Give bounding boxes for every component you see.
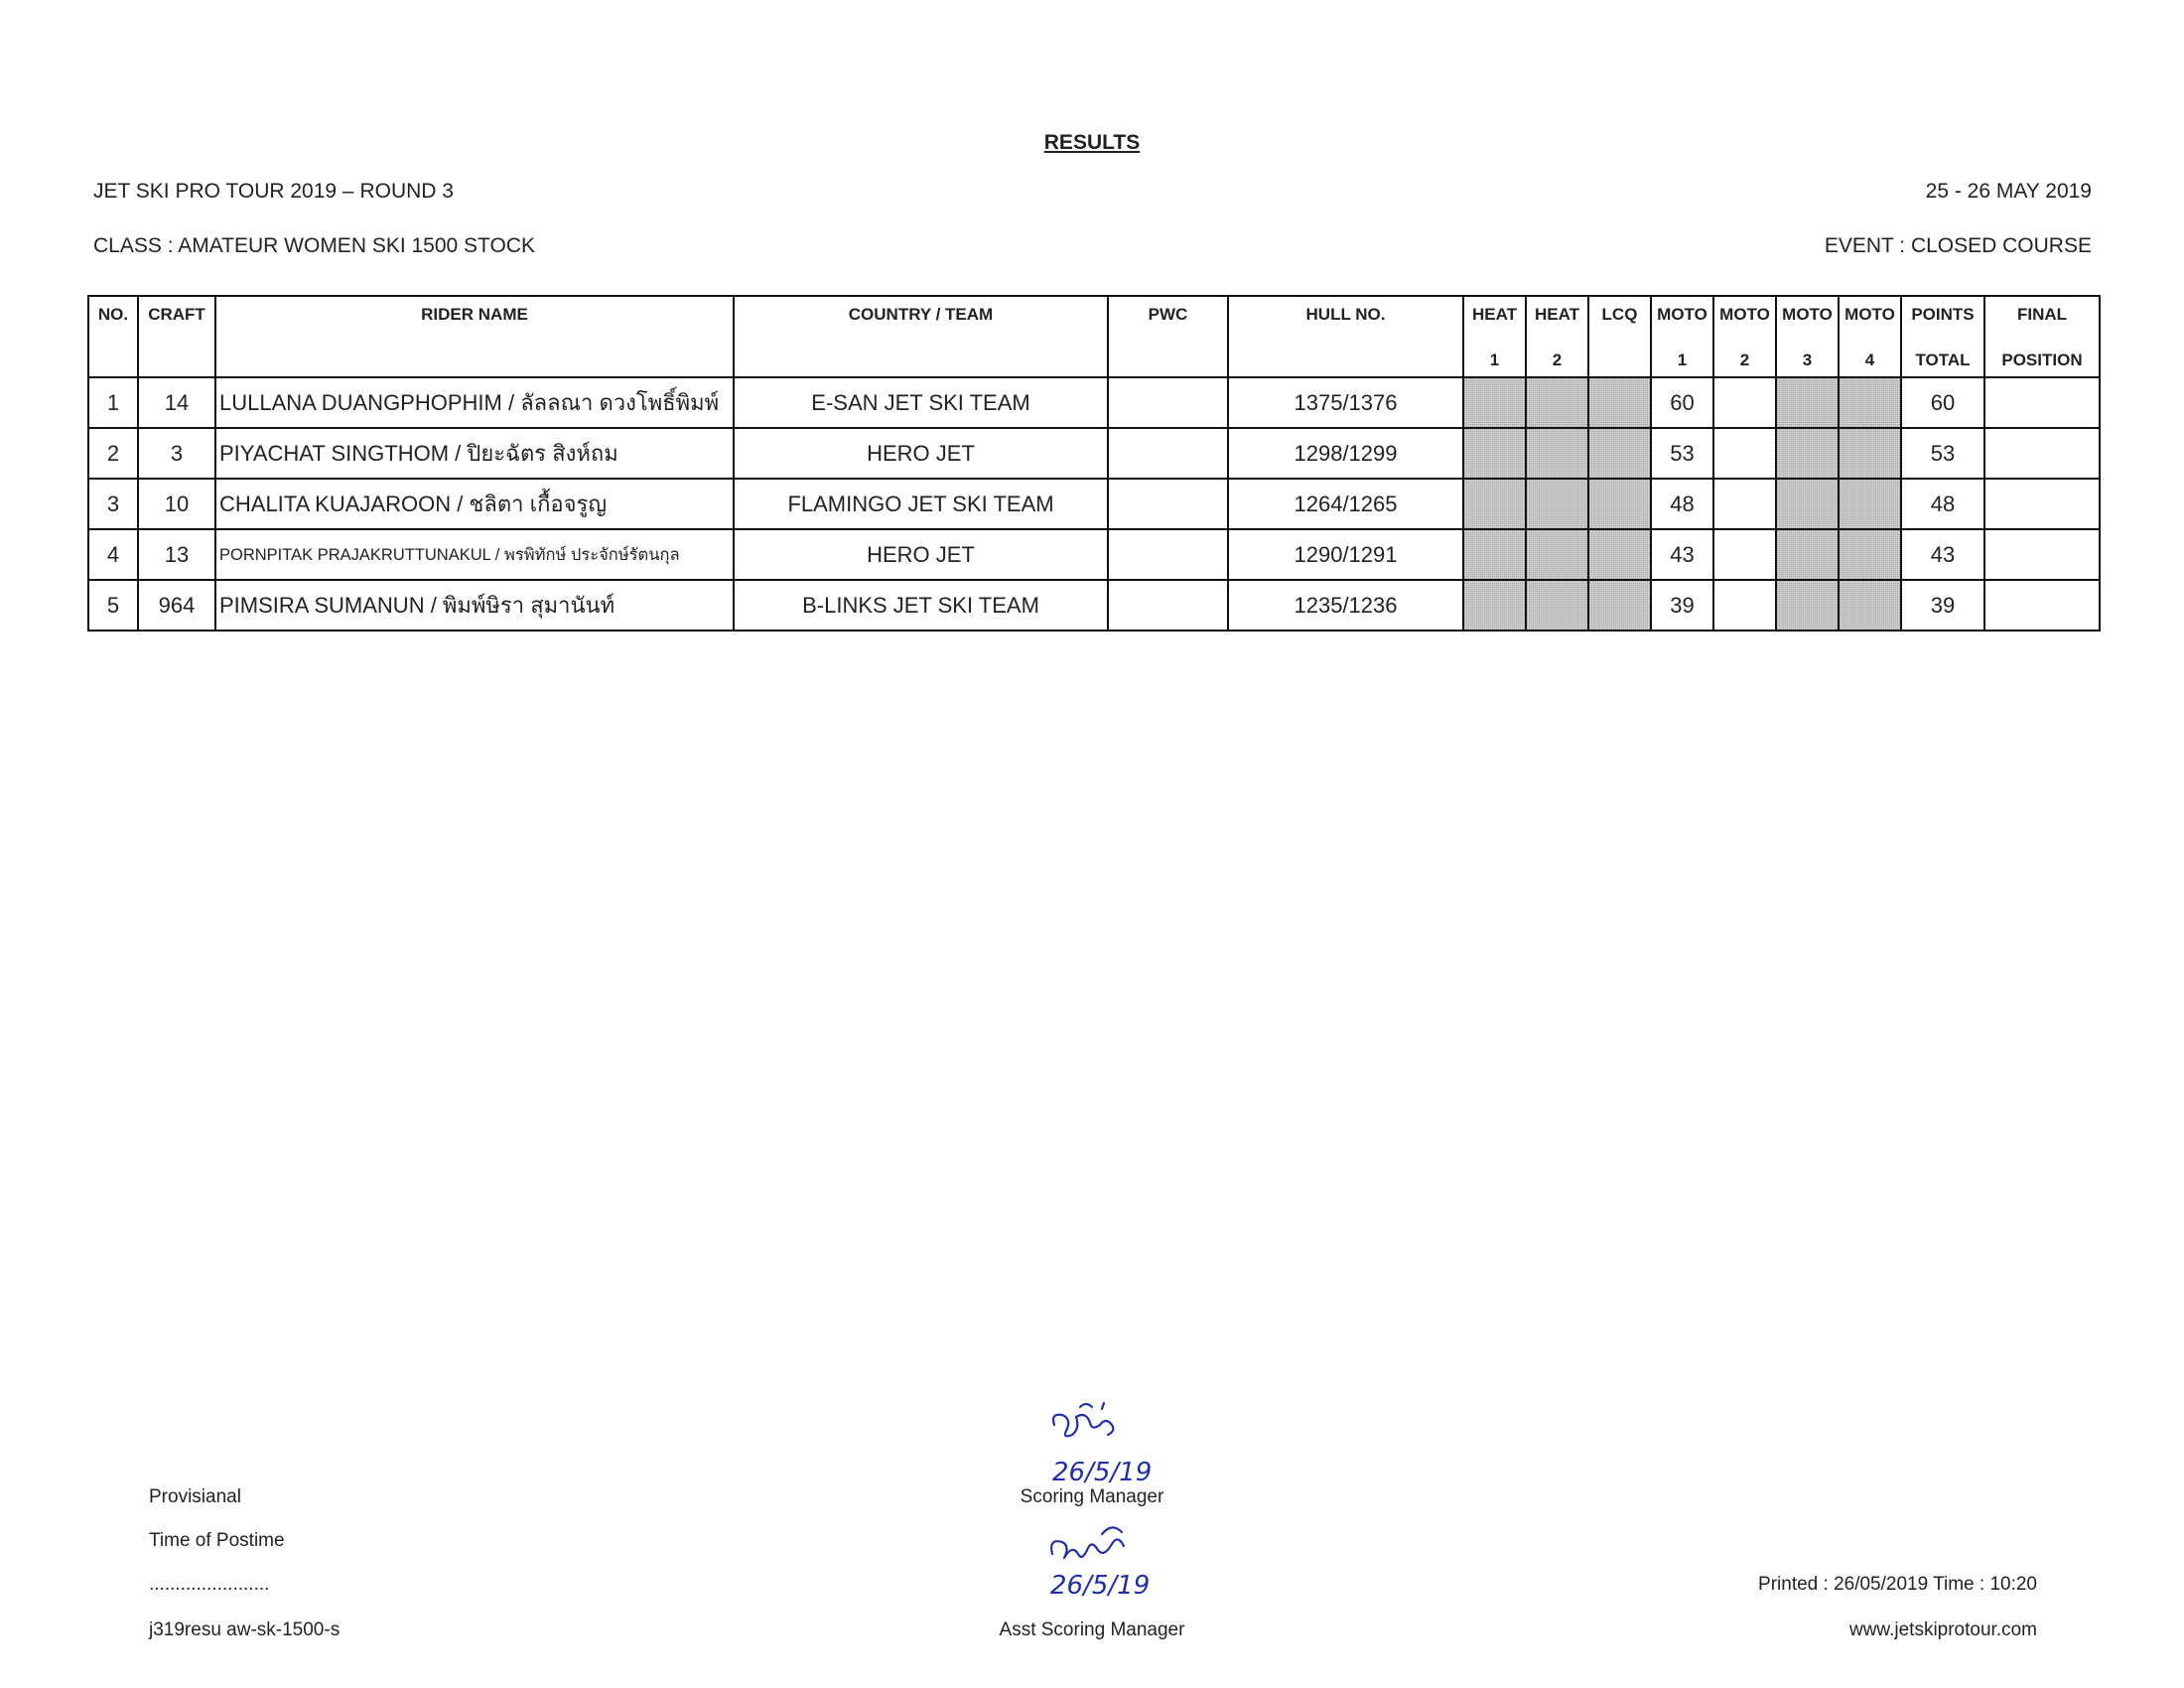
cell-lcq-shaded — [1588, 377, 1651, 428]
event-dates: 25 - 26 MAY 2019 — [1925, 180, 2092, 203]
cell-final-position — [1984, 428, 2100, 479]
table-row — [88, 377, 2100, 428]
cell-no: 4 — [88, 529, 138, 580]
cell-hull-no: 1375/1376 — [1228, 377, 1463, 428]
table-row — [88, 479, 2100, 529]
cell-craft: 13 — [138, 529, 215, 580]
cell-heat-2-shaded — [1526, 428, 1588, 479]
cell-moto-1: 39 — [1651, 580, 1713, 631]
cell-moto-3-shaded — [1776, 529, 1839, 580]
event-name: JET SKI PRO TOUR 2019 – ROUND 3 — [93, 180, 454, 203]
header-final-position: FINAL POSITION — [1984, 296, 2100, 377]
cell-rider-name: PORNPITAK PRAJAKRUTTUNAKUL / พรพิทักษ์ ประจักษ์รัตนกุล — [215, 529, 734, 580]
header-country-team: COUNTRY / TEAM — [734, 296, 1108, 377]
cell-country-team: HERO JET — [734, 529, 1108, 580]
cell-moto-2 — [1713, 377, 1776, 428]
cell-no: 5 — [88, 580, 138, 631]
cell-moto-3-shaded — [1776, 479, 1839, 529]
cell-lcq-shaded — [1588, 529, 1651, 580]
cell-country-team: HERO JET — [734, 428, 1108, 479]
cell-moto-3-shaded — [1776, 428, 1839, 479]
cell-heat-1-shaded — [1463, 377, 1526, 428]
cell-heat-1-shaded — [1463, 529, 1526, 580]
cell-rider-name: PIMSIRA SUMANUN / พิมพ์ษิรา สุมานันท์ — [215, 580, 734, 631]
cell-moto-1: 48 — [1651, 479, 1713, 529]
asst-scoring-manager-signature — [1042, 1514, 1161, 1614]
cell-moto-2 — [1713, 479, 1776, 529]
cell-moto-3-shaded — [1776, 377, 1839, 428]
cell-pwc — [1108, 580, 1228, 631]
cell-moto-4-shaded — [1839, 529, 1901, 580]
cell-pwc — [1108, 428, 1228, 479]
header-points-total: POINTS TOTAL — [1901, 296, 1984, 377]
results-table — [87, 295, 2101, 632]
cell-final-position — [1984, 479, 2100, 529]
header-no: NO. — [88, 296, 138, 377]
header-lcq: LCQ — [1588, 296, 1651, 377]
cell-final-position — [1984, 377, 2100, 428]
cell-moto-1: 43 — [1651, 529, 1713, 580]
cell-no: 1 — [88, 377, 138, 428]
cell-no: 2 — [88, 428, 138, 479]
header-heat-2: HEAT 2 — [1526, 296, 1588, 377]
document-title: RESULTS — [1043, 131, 1141, 154]
postime-blank: ....................... — [149, 1574, 270, 1595]
scoring-manager-label: Scoring Manager — [1020, 1486, 1164, 1507]
cell-points-total: 60 — [1901, 377, 1984, 428]
race-class: CLASS : AMATEUR WOMEN SKI 1500 STOCK — [93, 234, 536, 257]
event-type: EVENT : CLOSED COURSE — [1824, 234, 2092, 257]
header-moto-1: MOTO 1 — [1651, 296, 1713, 377]
header-moto-4: MOTO 4 — [1839, 296, 1901, 377]
header-heat-1: HEAT 1 — [1463, 296, 1526, 377]
cell-moto-4-shaded — [1839, 428, 1901, 479]
cell-pwc — [1108, 479, 1228, 529]
cell-country-team: E-SAN JET SKI TEAM — [734, 377, 1108, 428]
cell-heat-1-shaded — [1463, 479, 1526, 529]
cell-moto-4-shaded — [1839, 377, 1901, 428]
cell-lcq-shaded — [1588, 428, 1651, 479]
cell-points-total: 39 — [1901, 580, 1984, 631]
table-row — [88, 580, 2100, 631]
header-rider-name: RIDER NAME — [215, 296, 734, 377]
cell-country-team: B-LINKS JET SKI TEAM — [734, 580, 1108, 631]
cell-final-position — [1984, 580, 2100, 631]
svg-text:26/5/19: 26/5/19 — [1052, 1458, 1153, 1487]
cell-points-total: 43 — [1901, 529, 1984, 580]
cell-moto-2 — [1713, 529, 1776, 580]
cell-heat-2-shaded — [1526, 377, 1588, 428]
cell-heat-2-shaded — [1526, 479, 1588, 529]
header-pwc: PWC — [1108, 296, 1228, 377]
cell-points-total: 53 — [1901, 428, 1984, 479]
header-moto-3: MOTO 3 — [1776, 296, 1839, 377]
cell-final-position — [1984, 529, 2100, 580]
cell-rider-name: LULLANA DUANGPHOPHIM / ลัลลณา ดวงโพธิ์พิมพ์ — [215, 377, 734, 428]
cell-moto-3-shaded — [1776, 580, 1839, 631]
table-header-row — [88, 296, 2100, 377]
cell-moto-1: 53 — [1651, 428, 1713, 479]
provisional-label: Provisianal — [149, 1486, 241, 1507]
time-of-postime-label: Time of Postime — [149, 1530, 285, 1551]
scoring-manager-signature — [1042, 1395, 1161, 1494]
cell-craft: 3 — [138, 428, 215, 479]
cell-hull-no: 1264/1265 — [1228, 479, 1463, 529]
cell-pwc — [1108, 377, 1228, 428]
cell-no: 3 — [88, 479, 138, 529]
cell-heat-2-shaded — [1526, 529, 1588, 580]
cell-rider-name: CHALITA KUAJAROON / ชลิตา เกื้อจรูญ — [215, 479, 734, 529]
cell-moto-2 — [1713, 428, 1776, 479]
cell-craft: 10 — [138, 479, 215, 529]
cell-craft: 964 — [138, 580, 215, 631]
cell-heat-1-shaded — [1463, 428, 1526, 479]
table-row — [88, 428, 2100, 479]
cell-craft: 14 — [138, 377, 215, 428]
header-craft: CRAFT — [138, 296, 215, 377]
cell-heat-1-shaded — [1463, 580, 1526, 631]
cell-moto-4-shaded — [1839, 479, 1901, 529]
cell-points-total: 48 — [1901, 479, 1984, 529]
printed-timestamp: Printed : 26/05/2019 Time : 10:20 — [1758, 1574, 2037, 1595]
header-moto-2: MOTO 2 — [1713, 296, 1776, 377]
website-url: www.jetskiprotour.com — [1848, 1619, 2037, 1640]
cell-hull-no: 1235/1236 — [1228, 580, 1463, 631]
asst-scoring-manager-label: Asst Scoring Manager — [999, 1619, 1185, 1640]
document-code: j319resu aw-sk-1500-s — [149, 1619, 341, 1640]
cell-moto-4-shaded — [1839, 580, 1901, 631]
cell-hull-no: 1298/1299 — [1228, 428, 1463, 479]
cell-rider-name: PIYACHAT SINGTHOM / ปิยะฉัตร สิงห์ถม — [215, 428, 734, 479]
cell-moto-2 — [1713, 580, 1776, 631]
svg-text:26/5/19: 26/5/19 — [1050, 1571, 1151, 1601]
header-hull-no: HULL NO. — [1228, 296, 1463, 377]
cell-hull-no: 1290/1291 — [1228, 529, 1463, 580]
cell-pwc — [1108, 529, 1228, 580]
cell-country-team: FLAMINGO JET SKI TEAM — [734, 479, 1108, 529]
cell-lcq-shaded — [1588, 580, 1651, 631]
cell-moto-1: 60 — [1651, 377, 1713, 428]
cell-heat-2-shaded — [1526, 580, 1588, 631]
cell-lcq-shaded — [1588, 479, 1651, 529]
table-row — [88, 529, 2100, 580]
